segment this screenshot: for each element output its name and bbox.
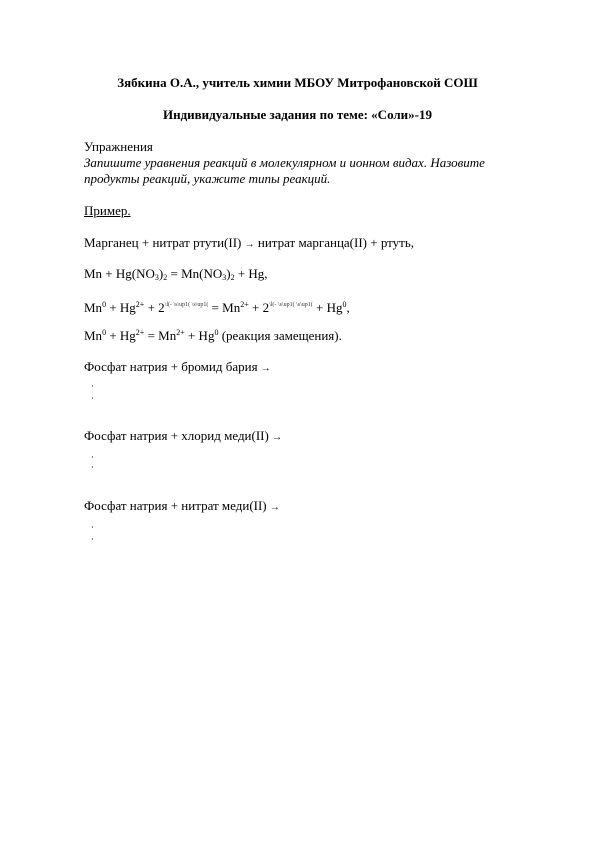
exercise-instruction-line2: продукты реакций, укажите типы реакций. xyxy=(84,171,331,186)
example-full-ionic-equation: $Mn^0 + Hg^{2+} + 2^{\backslash l(- \backslash s\backslash up1( \backslash s\backslash up1(} = Mn^{2+} + 2^{\backslash l(- \backslash s\backslash up1( \backslash s\backslash up1(} + Hg^0$, xyxy=(84,300,350,315)
example-word-equation xyxy=(84,235,414,253)
placeholder-mark xyxy=(92,456,93,458)
word-equation-products: нитрат марганца(II) + ртуть, xyxy=(257,235,415,250)
example-molecular-equation: $Mn + Hg(NO_3)_2 = Mn(NO_3)_2 + Hg$, xyxy=(84,266,268,282)
word-equation-reactants: Марганец + нитрат ртути(II) xyxy=(84,235,242,250)
topic-title: Индивидуальные задания по теме: «Соли»-19 xyxy=(162,107,433,122)
placeholder-mark xyxy=(92,397,93,399)
task-2: Фосфат натрия + хлорид меди(II) → xyxy=(84,428,283,443)
task-3: Фосфат натрия + нитрат меди(II) → xyxy=(84,498,280,513)
field-code-fragment: \l(- \s\up1( \s\up1( xyxy=(269,302,313,308)
author-header: Зябкина О.А., учитель химии МБОУ Митрофановской СОШ xyxy=(117,75,478,90)
exercise-heading: Упражнения xyxy=(84,139,153,154)
example-short-ionic-equation: $Mn^0 + Hg^{2+} = Mn^{2+} + Hg^0$ (реакция замещения). xyxy=(84,328,342,343)
exercise-instruction-line1: Запишите уравнения реакций в молекулярном и ионном видах. Назовите xyxy=(84,155,485,170)
reaction-arrow-icon: → xyxy=(244,239,255,250)
reaction-arrow-icon: → xyxy=(272,432,283,443)
placeholder-mark xyxy=(92,526,93,528)
reaction-arrow-icon: → xyxy=(269,502,280,513)
reaction-arrow-icon: → xyxy=(260,363,271,374)
placeholder-mark xyxy=(92,385,93,387)
task-1: Фосфат натрия + бромид бария → xyxy=(84,359,271,374)
field-code-fragment: \l(- \s\up1( \s\up1( xyxy=(164,302,209,308)
example-heading: Пример. xyxy=(84,203,131,218)
placeholder-mark xyxy=(92,538,93,540)
placeholder-mark xyxy=(92,466,93,468)
